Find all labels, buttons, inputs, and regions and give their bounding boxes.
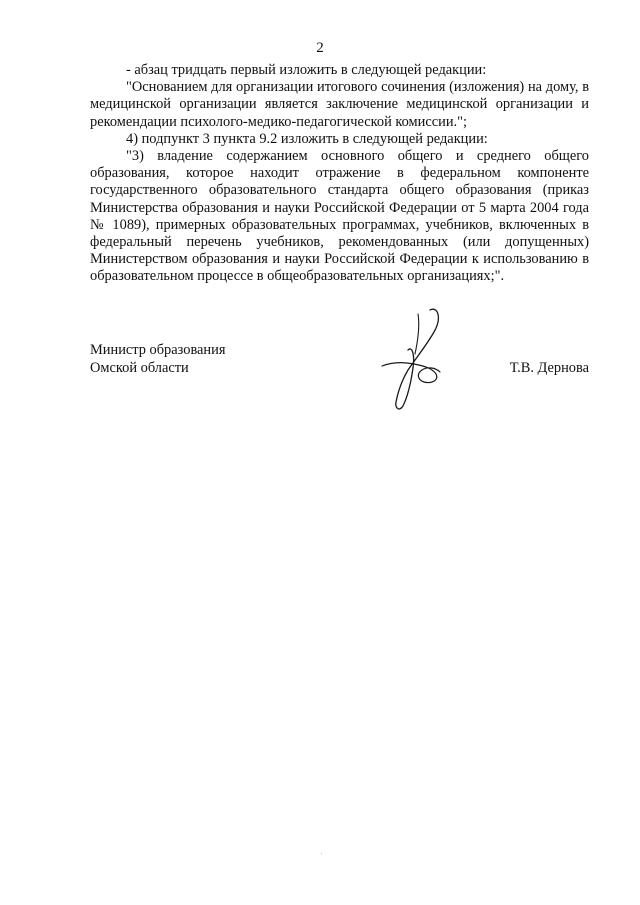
signer-name: Т.В. Дернова [509,360,589,376]
signature-stroke-tail [415,314,419,354]
signer-title-line-1: Министр образования [90,342,226,358]
paragraph-3: 4) подпункт 3 пункта 9.2 изложить в следующей редакции: [126,130,488,147]
handwritten-signature [378,306,448,416]
page-number: 2 [316,40,324,56]
signature-stroke-main [396,309,439,409]
signature-block [90,342,589,432]
scan-artifact-dot [321,853,322,854]
signer-title [90,342,225,377]
document-body [90,62,589,286]
paragraph-4: "3) владение содержанием основного общего и среднего общего образования, которое находит отражение в федеральном компоненте государственного образовательного стандарта общего образования (приказ Министерства образования и науки Российской Федерации от 5 марта 2004 года № 1089), примерных образовательных программах, учебников, включенных в федеральный перечень учебников, рекомендованных (или допущенных) Министерством образования и науки Российской Федерации к использованию в образовательном процессе в общеобразовательных организациях;". [90,148,589,285]
signer-title-line-2: Омской области [90,359,189,376]
paragraph-1: - абзац тридцать первый изложить в следующей редакции: [126,62,487,78]
paragraph-2: "Основанием для организации итогового сочинения (изложения) на дому, в медицинской организации является заключение медицинской организации и рекомендации психолого-медико-педагогической комиссии."; [90,79,589,130]
